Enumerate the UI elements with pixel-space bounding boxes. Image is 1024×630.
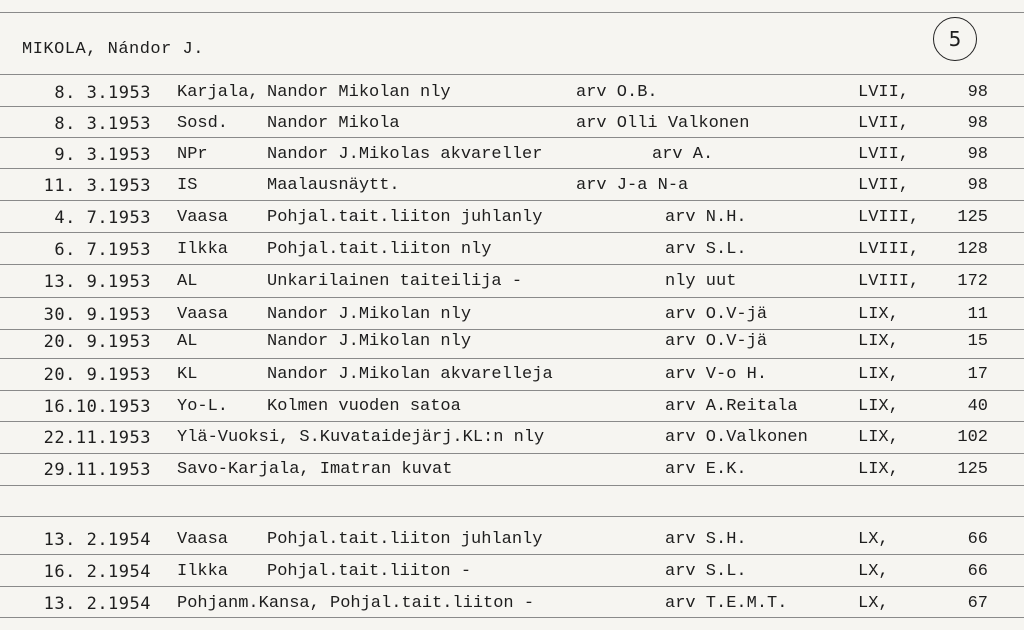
entry-title: Nandor J.Mikolan nly (267, 332, 472, 351)
card-number: 5 (948, 27, 962, 51)
entry-volume: LIX, (858, 397, 899, 416)
entry-page: 66 (967, 562, 988, 581)
ruled-line (0, 74, 1024, 75)
entry-title: Imatran kuvat (319, 460, 453, 479)
entry-publication: Vaasa (177, 530, 229, 549)
entry-page: 15 (967, 332, 988, 351)
entry-date: 20. 9.1953 (43, 332, 151, 352)
ruled-line (0, 12, 1024, 13)
entry-volume: LVIII, (858, 208, 920, 227)
entry-title: Nandor J.Mikolan akvarelleja (267, 365, 553, 384)
entry-page: 125 (957, 460, 988, 479)
entry-row (0, 114, 1024, 144)
entry-publication: Sosd. (177, 114, 229, 133)
entry-volume: LIX, (858, 305, 899, 324)
entry-date: 13. 2.1954 (43, 594, 151, 614)
entry-page: 128 (957, 240, 988, 259)
entry-row (0, 305, 1024, 335)
entry-date: 9. 3.1953 (54, 145, 151, 165)
entry-publication: Ilkka (177, 562, 229, 581)
entry-publication: Yo-L. (177, 397, 229, 416)
entry-publication: KL (177, 365, 198, 384)
entry-volume: LIX, (858, 428, 899, 447)
card-number-circle (933, 17, 977, 61)
entry-author: arv T.E.M.T. (665, 594, 788, 613)
entry-row (0, 562, 1024, 592)
entry-author: arv V-o H. (665, 365, 768, 384)
entry-volume: LVII, (858, 114, 910, 133)
entry-title: Pohjal.tait.liiton juhlanly (267, 208, 543, 227)
entry-date: 13. 2.1954 (43, 530, 151, 550)
entry-title: Pohjal.tait.liiton nly (267, 240, 492, 259)
entry-volume: LVII, (858, 145, 910, 164)
entry-page: 67 (967, 594, 988, 613)
entry-publication: Karjala, (177, 83, 259, 102)
entry-date: 6. 7.1953 (54, 240, 151, 260)
entry-date: 16.10.1953 (43, 397, 151, 417)
entry-row (0, 240, 1024, 270)
entry-title: Pohjal.tait.liiton - (330, 594, 535, 613)
entry-date: 20. 9.1953 (43, 365, 151, 385)
entry-title: Pohjal.tait.liiton - (267, 562, 472, 581)
entry-page: 40 (967, 397, 988, 416)
entry-title: S.Kuvataidejärj.KL:n nly (299, 428, 545, 447)
entry-author: arv O.V-jä (665, 332, 768, 351)
entry-volume: LVIII, (858, 272, 920, 291)
entry-author: arv A.Reitala (665, 397, 798, 416)
entry-publication: Vaasa (177, 208, 229, 227)
entry-author: arv A. (652, 145, 714, 164)
entry-author: arv O.B. (576, 83, 658, 102)
entry-publication: Savo-Karjala, (177, 460, 310, 479)
entry-title: Unkarilainen taiteilija - (267, 272, 523, 291)
entry-date: 30. 9.1953 (43, 305, 151, 325)
entry-row (0, 332, 1024, 362)
entry-date: 16. 2.1954 (43, 562, 151, 582)
entry-volume: LIX, (858, 460, 899, 479)
entry-author: arv Olli Valkonen (576, 114, 750, 133)
entry-author: arv S.L. (665, 240, 747, 259)
entry-page: 125 (957, 208, 988, 227)
entry-author: arv S.L. (665, 562, 747, 581)
entry-volume: LVII, (858, 176, 910, 195)
entry-title: Kolmen vuoden satoa (267, 397, 461, 416)
entry-page: 11 (967, 305, 988, 324)
entry-volume: LVII, (858, 83, 910, 102)
entry-volume: LIX, (858, 365, 899, 384)
entry-row (0, 272, 1024, 302)
entry-date: 11. 3.1953 (43, 176, 151, 196)
entry-page: 172 (957, 272, 988, 291)
entry-publication: AL (177, 272, 198, 291)
entry-page: 66 (967, 530, 988, 549)
entry-page: 17 (967, 365, 988, 384)
entry-author: arv J-a N-a (576, 176, 689, 195)
entry-page: 98 (967, 83, 988, 102)
entry-row (0, 594, 1024, 624)
entry-volume: LX, (858, 562, 889, 581)
entry-publication: Vaasa (177, 305, 229, 324)
entry-date: 8. 3.1953 (54, 114, 151, 134)
entry-title: Nandor Mikola (267, 114, 400, 133)
entry-title: Pohjal.tait.liiton juhlanly (267, 530, 543, 549)
entry-row (0, 460, 1024, 490)
card-heading: MIKOLA, Nándor J. (22, 40, 204, 59)
entry-date: 4. 7.1953 (54, 208, 151, 228)
entry-row (0, 397, 1024, 427)
entry-title: Maalausnäytt. (267, 176, 400, 195)
entry-row (0, 176, 1024, 206)
entry-row (0, 145, 1024, 175)
entry-date: 22.11.1953 (43, 428, 151, 448)
entry-publication: IS (177, 176, 198, 195)
entry-publication: Ylä-Vuoksi, (177, 428, 290, 447)
entry-page: 98 (967, 114, 988, 133)
entry-row (0, 83, 1024, 113)
entry-author: arv O.V-jä (665, 305, 768, 324)
entry-publication: Pohjanm.Kansa, (177, 594, 320, 613)
entry-title: Nandor Mikolan nly (267, 83, 451, 102)
entry-title: Nandor J.Mikolan nly (267, 305, 472, 324)
entry-volume: LX, (858, 594, 889, 613)
entry-row (0, 208, 1024, 238)
entry-date: 29.11.1953 (43, 460, 151, 480)
ruled-line (0, 516, 1024, 517)
entry-author: nly uut (665, 272, 737, 291)
entry-volume: LVIII, (858, 240, 920, 259)
entry-row (0, 365, 1024, 395)
entry-page: 102 (957, 428, 988, 447)
entry-page: 98 (967, 145, 988, 164)
entry-author: arv N.H. (665, 208, 747, 227)
entry-page: 98 (967, 176, 988, 195)
entry-row (0, 428, 1024, 458)
entry-title: Nandor J.Mikolas akvareller (267, 145, 543, 164)
entry-date: 8. 3.1953 (54, 83, 151, 103)
entry-date: 13. 9.1953 (43, 272, 151, 292)
entry-row (0, 530, 1024, 560)
entry-publication: NPr (177, 145, 208, 164)
entry-author: arv O.Valkonen (665, 428, 808, 447)
entry-volume: LIX, (858, 332, 899, 351)
entry-author: arv E.K. (665, 460, 747, 479)
entry-volume: LX, (858, 530, 889, 549)
entry-publication: Ilkka (177, 240, 229, 259)
entry-publication: AL (177, 332, 198, 351)
entry-author: arv S.H. (665, 530, 747, 549)
